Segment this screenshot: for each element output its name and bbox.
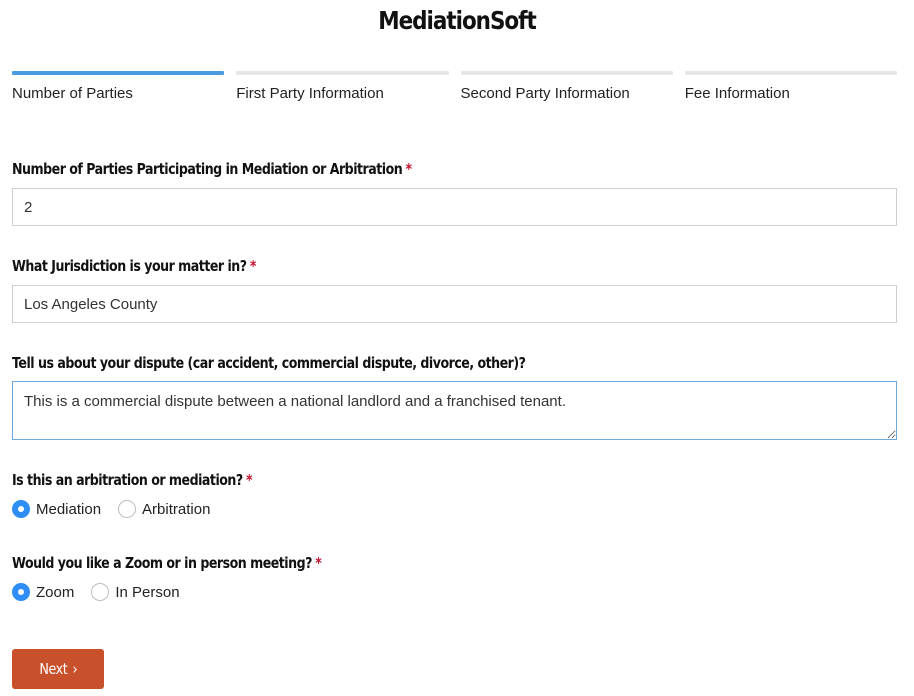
app-title: MediationSoft [378, 6, 536, 35]
step-second-party-information[interactable] [461, 71, 673, 103]
radio-label: Mediation [36, 500, 102, 518]
radio-arbitration[interactable] [118, 500, 210, 518]
radio-label: Arbitration [142, 500, 211, 518]
step-progress-bar [685, 71, 897, 75]
step-fee-information[interactable] [685, 71, 897, 103]
type-radio-group [12, 500, 227, 518]
type-label-text: Is this an arbitration or mediation? [12, 471, 243, 489]
jurisdiction-input[interactable] [12, 285, 897, 323]
step-progress-bar [12, 71, 224, 75]
parties-label-text: Number of Parties Participating in Mediation or Arbitration [12, 160, 403, 178]
type-label [12, 470, 252, 490]
next-button[interactable] [12, 649, 104, 689]
step-progress-bar [236, 71, 448, 75]
step-first-party-information[interactable] [236, 71, 448, 103]
next-button-content [39, 660, 77, 678]
step-label: Number of Parties [12, 85, 133, 102]
parties-label [12, 159, 412, 179]
next-button-label: Next [39, 660, 68, 678]
required-asterisk: * [405, 160, 412, 178]
radio-checked-icon[interactable] [12, 583, 30, 601]
jurisdiction-label [12, 256, 256, 276]
radio-mediation[interactable] [12, 500, 101, 518]
chevron-right-icon: › [72, 660, 77, 678]
dispute-label: Tell us about your dispute (car accident, commercial dispute, divorce, other)? [12, 354, 526, 372]
progress-steps [12, 71, 897, 103]
radio-zoom[interactable] [12, 583, 74, 601]
radio-unchecked-icon[interactable] [91, 583, 109, 601]
radio-checked-icon[interactable] [12, 500, 30, 518]
step-progress-bar [461, 71, 673, 75]
step-label: First Party Information [236, 85, 384, 102]
meeting-label [12, 553, 321, 573]
required-asterisk: * [315, 554, 322, 572]
parties-input[interactable] [12, 188, 897, 226]
meeting-label-text: Would you like a Zoom or in person meeting? [12, 554, 312, 572]
required-asterisk: * [246, 471, 253, 489]
dispute-textarea[interactable] [12, 381, 897, 440]
radio-label: In Person [115, 583, 180, 601]
radio-label: Zoom [36, 583, 75, 601]
meeting-radio-group [12, 583, 197, 601]
step-label: Fee Information [684, 85, 790, 102]
radio-unchecked-icon[interactable] [118, 500, 136, 518]
required-asterisk: * [249, 257, 257, 275]
jurisdiction-label-text: What Jurisdiction is your matter in? [12, 257, 247, 275]
step-label: Second Party Information [460, 85, 630, 102]
step-number-of-parties[interactable] [12, 71, 224, 103]
radio-in-person[interactable] [91, 583, 179, 601]
